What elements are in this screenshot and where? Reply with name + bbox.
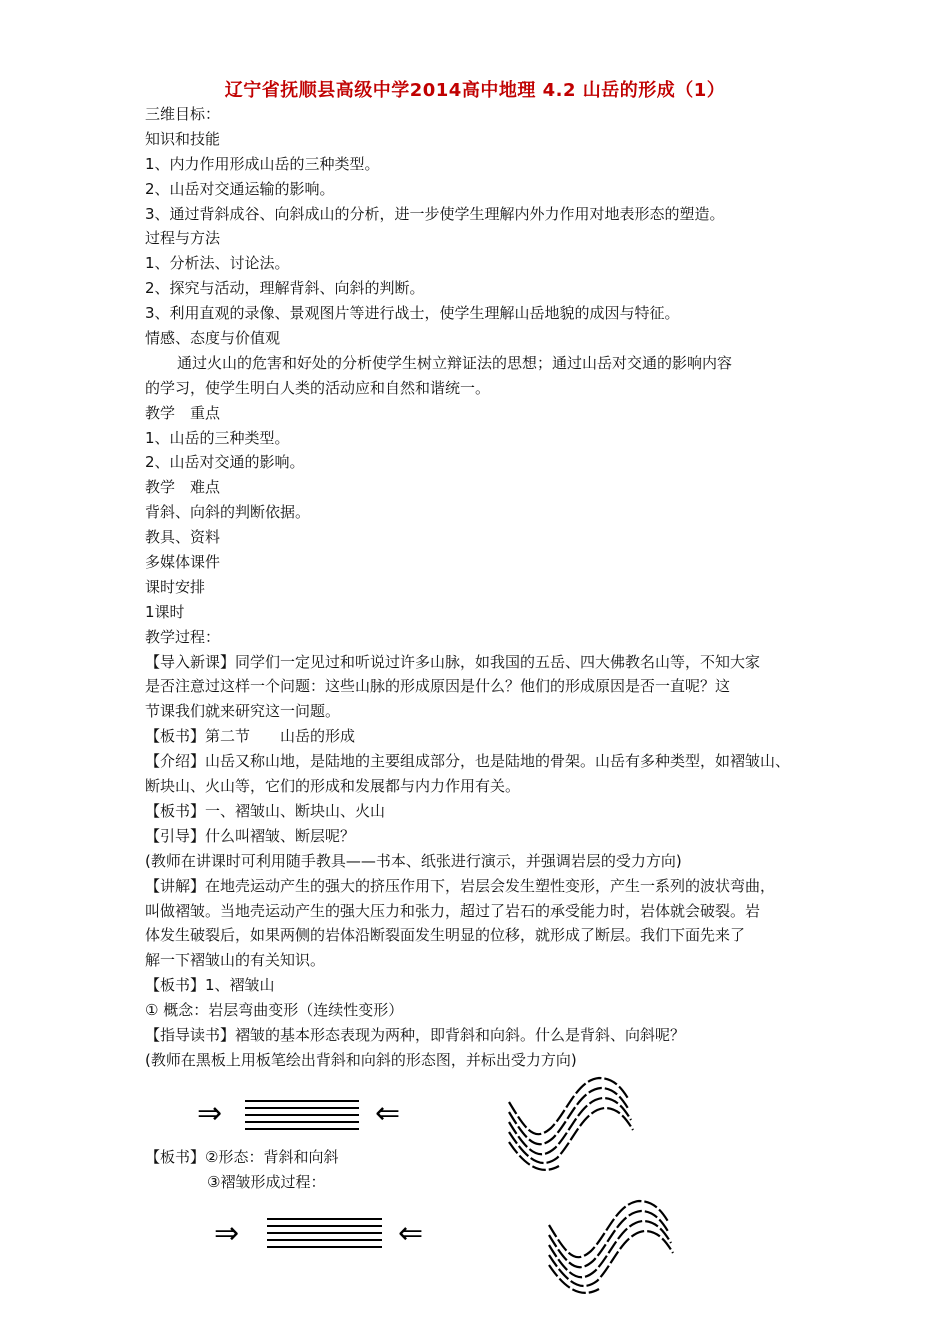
text-line: 叫做褶皱。当地壳运动产生的强大压力和张力，超过了岩石的承受能力时，岩体就会破裂。岩: [145, 901, 761, 920]
text-line: 多媒体课件: [145, 553, 221, 572]
rock-layers: [245, 1101, 359, 1129]
text-line: 【讲解】在地壳运动产生的强大的挤压作用下，岩层会发生塑性变形，产生一系列的波状弯曲，: [145, 876, 776, 895]
compression-diagram-2: [212, 1210, 447, 1260]
right-arrow-icon: ⇒: [197, 1096, 223, 1131]
text-line: 通过火山的危害和好处的分析使学生树立辩证法的思想；通过山岳对交通的影响内容: [177, 353, 733, 372]
document-body: [145, 102, 825, 1073]
text-line: 【板书】②形态：背斜和向斜: [145, 1148, 339, 1166]
text-line: 教具、资料: [145, 528, 221, 547]
text-line: 【板书】第二节 山岳的形成: [145, 727, 356, 746]
text-line: ① 概念：岩层弯曲变形（连续性变形）: [145, 1001, 404, 1020]
text-line: 知识和技能: [145, 129, 221, 148]
document-title: 辽宁省抚顺县高级中学2014高中地理 4.2 山岳的形成（1）: [224, 80, 726, 101]
text-line: 【板书】一、褶皱山、断块山、火山: [145, 801, 386, 820]
left-arrow-icon: ⇐: [375, 1096, 401, 1131]
text-line: 3、利用直观的录像、景观图片等进行战士，使学生理解山岳地貌的成因与特征。: [145, 304, 680, 323]
text-line: 教学 难点: [145, 478, 221, 497]
text-line: 1、内力作用形成山岳的三种类型。: [145, 154, 380, 173]
text-line: 课时安排: [145, 577, 206, 596]
text-line: 【板书】1、褶皱山: [145, 976, 275, 995]
text-line: ③褶皱形成过程：: [207, 1172, 326, 1191]
text-line: 【引导】什么叫褶皱、断层呢？: [145, 826, 356, 845]
text-line: 的学习，使学生明白人类的活动应和自然和谐统一。: [145, 378, 491, 397]
document-body-continued: [145, 1145, 825, 1195]
folded-layers: [549, 1201, 673, 1293]
text-line: (教师在黑板上用板笔绘出背斜和向斜的形态图，并标出受力方向): [145, 1050, 577, 1069]
text-line: 节课我们就来研究这一问题。: [145, 702, 341, 721]
text-line: 【指导读书】褶皱的基本形态表现为两种，即背斜和向斜。什么是背斜、向斜呢？: [145, 1025, 686, 1044]
text-line: 3、通过背斜成谷、向斜成山的分析，进一步使学生理解内外力作用对地表形态的塑造。: [145, 204, 725, 223]
text-line: 教学过程：: [145, 627, 221, 646]
text-line: 解一下褶皱山的有关知识。: [145, 951, 326, 970]
text-line: 过程与方法: [145, 229, 221, 248]
text-line: 2、山岳对交通运输的影响。: [145, 179, 335, 198]
text-line: 体发生破裂后，如果两侧的岩体沿断裂面发生明显的位移，就形成了断层。我们下面先来了: [145, 926, 746, 945]
text-line: 2、山岳对交通的影响。: [145, 453, 305, 472]
text-line: 1、山岳的三种类型。: [145, 428, 290, 447]
text-line: (教师在讲课时可利用随手教具——书本、纸张进行演示，并强调岩层的受力方向): [145, 851, 682, 870]
text-line: 断块山、火山等，它们的形成和发展都与内力作用有关。: [145, 777, 521, 796]
text-line: 【介绍】山岳又称山地，是陆地的主要组成部分，也是陆地的骨架。山岳有多种类型，如褶皱山、: [145, 752, 791, 771]
text-line: 【导入新课】同学们一定见过和听说过许多山脉，如我国的五岳、四大佛教名山等，不知大家: [145, 652, 761, 671]
text-line: 2、探究与活动，理解背斜、向斜的判断。: [145, 279, 425, 298]
text-line: 三维目标：: [145, 105, 221, 123]
left-arrow-icon: ⇐: [398, 1216, 424, 1251]
text-line: 教学 重点: [145, 403, 221, 422]
right-arrow-icon: ⇒: [214, 1216, 240, 1251]
text-line: 情感、态度与价值观: [145, 329, 281, 348]
text-line: 1、分析法、讨论法。: [145, 254, 290, 273]
text-line: 1课时: [145, 602, 185, 621]
text-line: 是否注意过这样一个问题：这些山脉的形成原因是什么？他们的形成原因是否一直呢？这: [145, 677, 731, 696]
fold-diagram-2: [545, 1195, 680, 1295]
rock-layers: [267, 1219, 382, 1247]
compression-diagram-1: [195, 1090, 425, 1140]
text-line: 背斜、向斜的判断依据。: [145, 503, 311, 522]
